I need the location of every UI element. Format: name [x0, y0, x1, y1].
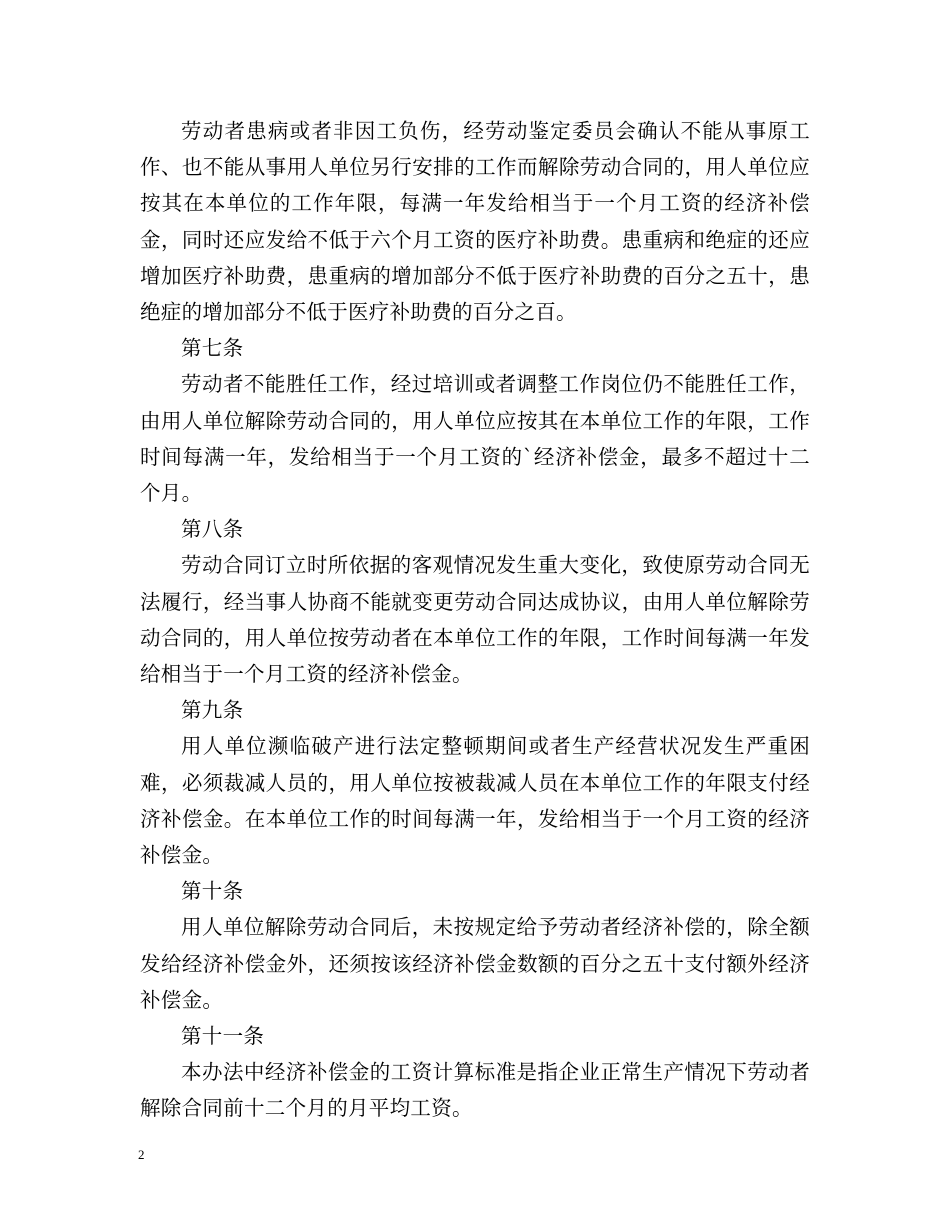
paragraph-article-10: 用人单位解除劳动合同后，未按规定给予劳动者经济补偿的，除全额发给经济补偿金外，还须按该经济补偿金数额的百分之五十支付额外经济补偿金。: [140, 915, 810, 1012]
paragraph-illness-injury: 劳动者患病或者非因工负伤，经劳动鉴定委员会确认不能从事原工作、也不能从事用人单位另行安排的工作而解除劳动合同的，用人单位应按其在本单位的工作年限，每满一年发给相当于一个月工资的经济补偿金，同时还应发给不低于六个月工资的医疗补助费。患重病和绝症的还应增加医疗补助费，患重病的增加部分不低于医疗补助费的百分之五十，患绝症的增加部分不低于医疗补助费的百分之百。: [140, 119, 810, 325]
document-body: [140, 113, 810, 1127]
article-heading-10: 第十条: [181, 879, 244, 904]
paragraph-article-8: 劳动合同订立时所依据的客观情况发生重大变化，致使原劳动合同无法履行，经当事人协商不能就变更劳动合同达成协议，由用人单位解除劳动合同的，用人单位按劳动者在本单位工作的年限，工作时间每满一年发给相当于一个月工资的经济补偿金。: [140, 553, 810, 687]
article-heading-11: 第十一条: [181, 1024, 265, 1049]
article-heading-8: 第八条: [181, 517, 244, 542]
article-heading-7: 第七条: [181, 336, 244, 361]
page-number: 2: [138, 1147, 145, 1162]
paragraph-article-7: 劳动者不能胜任工作，经过培训或者调整工作岗位仍不能胜任工作，由用人单位解除劳动合同的，用人单位应按其在本单位工作的年限，工作时间每满一年，发给相当于一个月工资的`经济补偿金，最多不超过十二个月。: [140, 372, 810, 506]
paragraph-article-11: 本办法中经济补偿金的工资计算标准是指企业正常生产情况下劳动者解除合同前十二个月的月平均工资。: [140, 1060, 810, 1121]
paragraph-article-9: 用人单位濒临破产进行法定整顿期间或者生产经营状况发生严重困难，必须裁减人员的，用人单位按被裁减人员在本单位工作的年限支付经济补偿金。在本单位工作的时间每满一年，发给相当于一个月工资的经济补偿金。: [140, 734, 810, 868]
article-heading-9: 第九条: [181, 698, 244, 723]
